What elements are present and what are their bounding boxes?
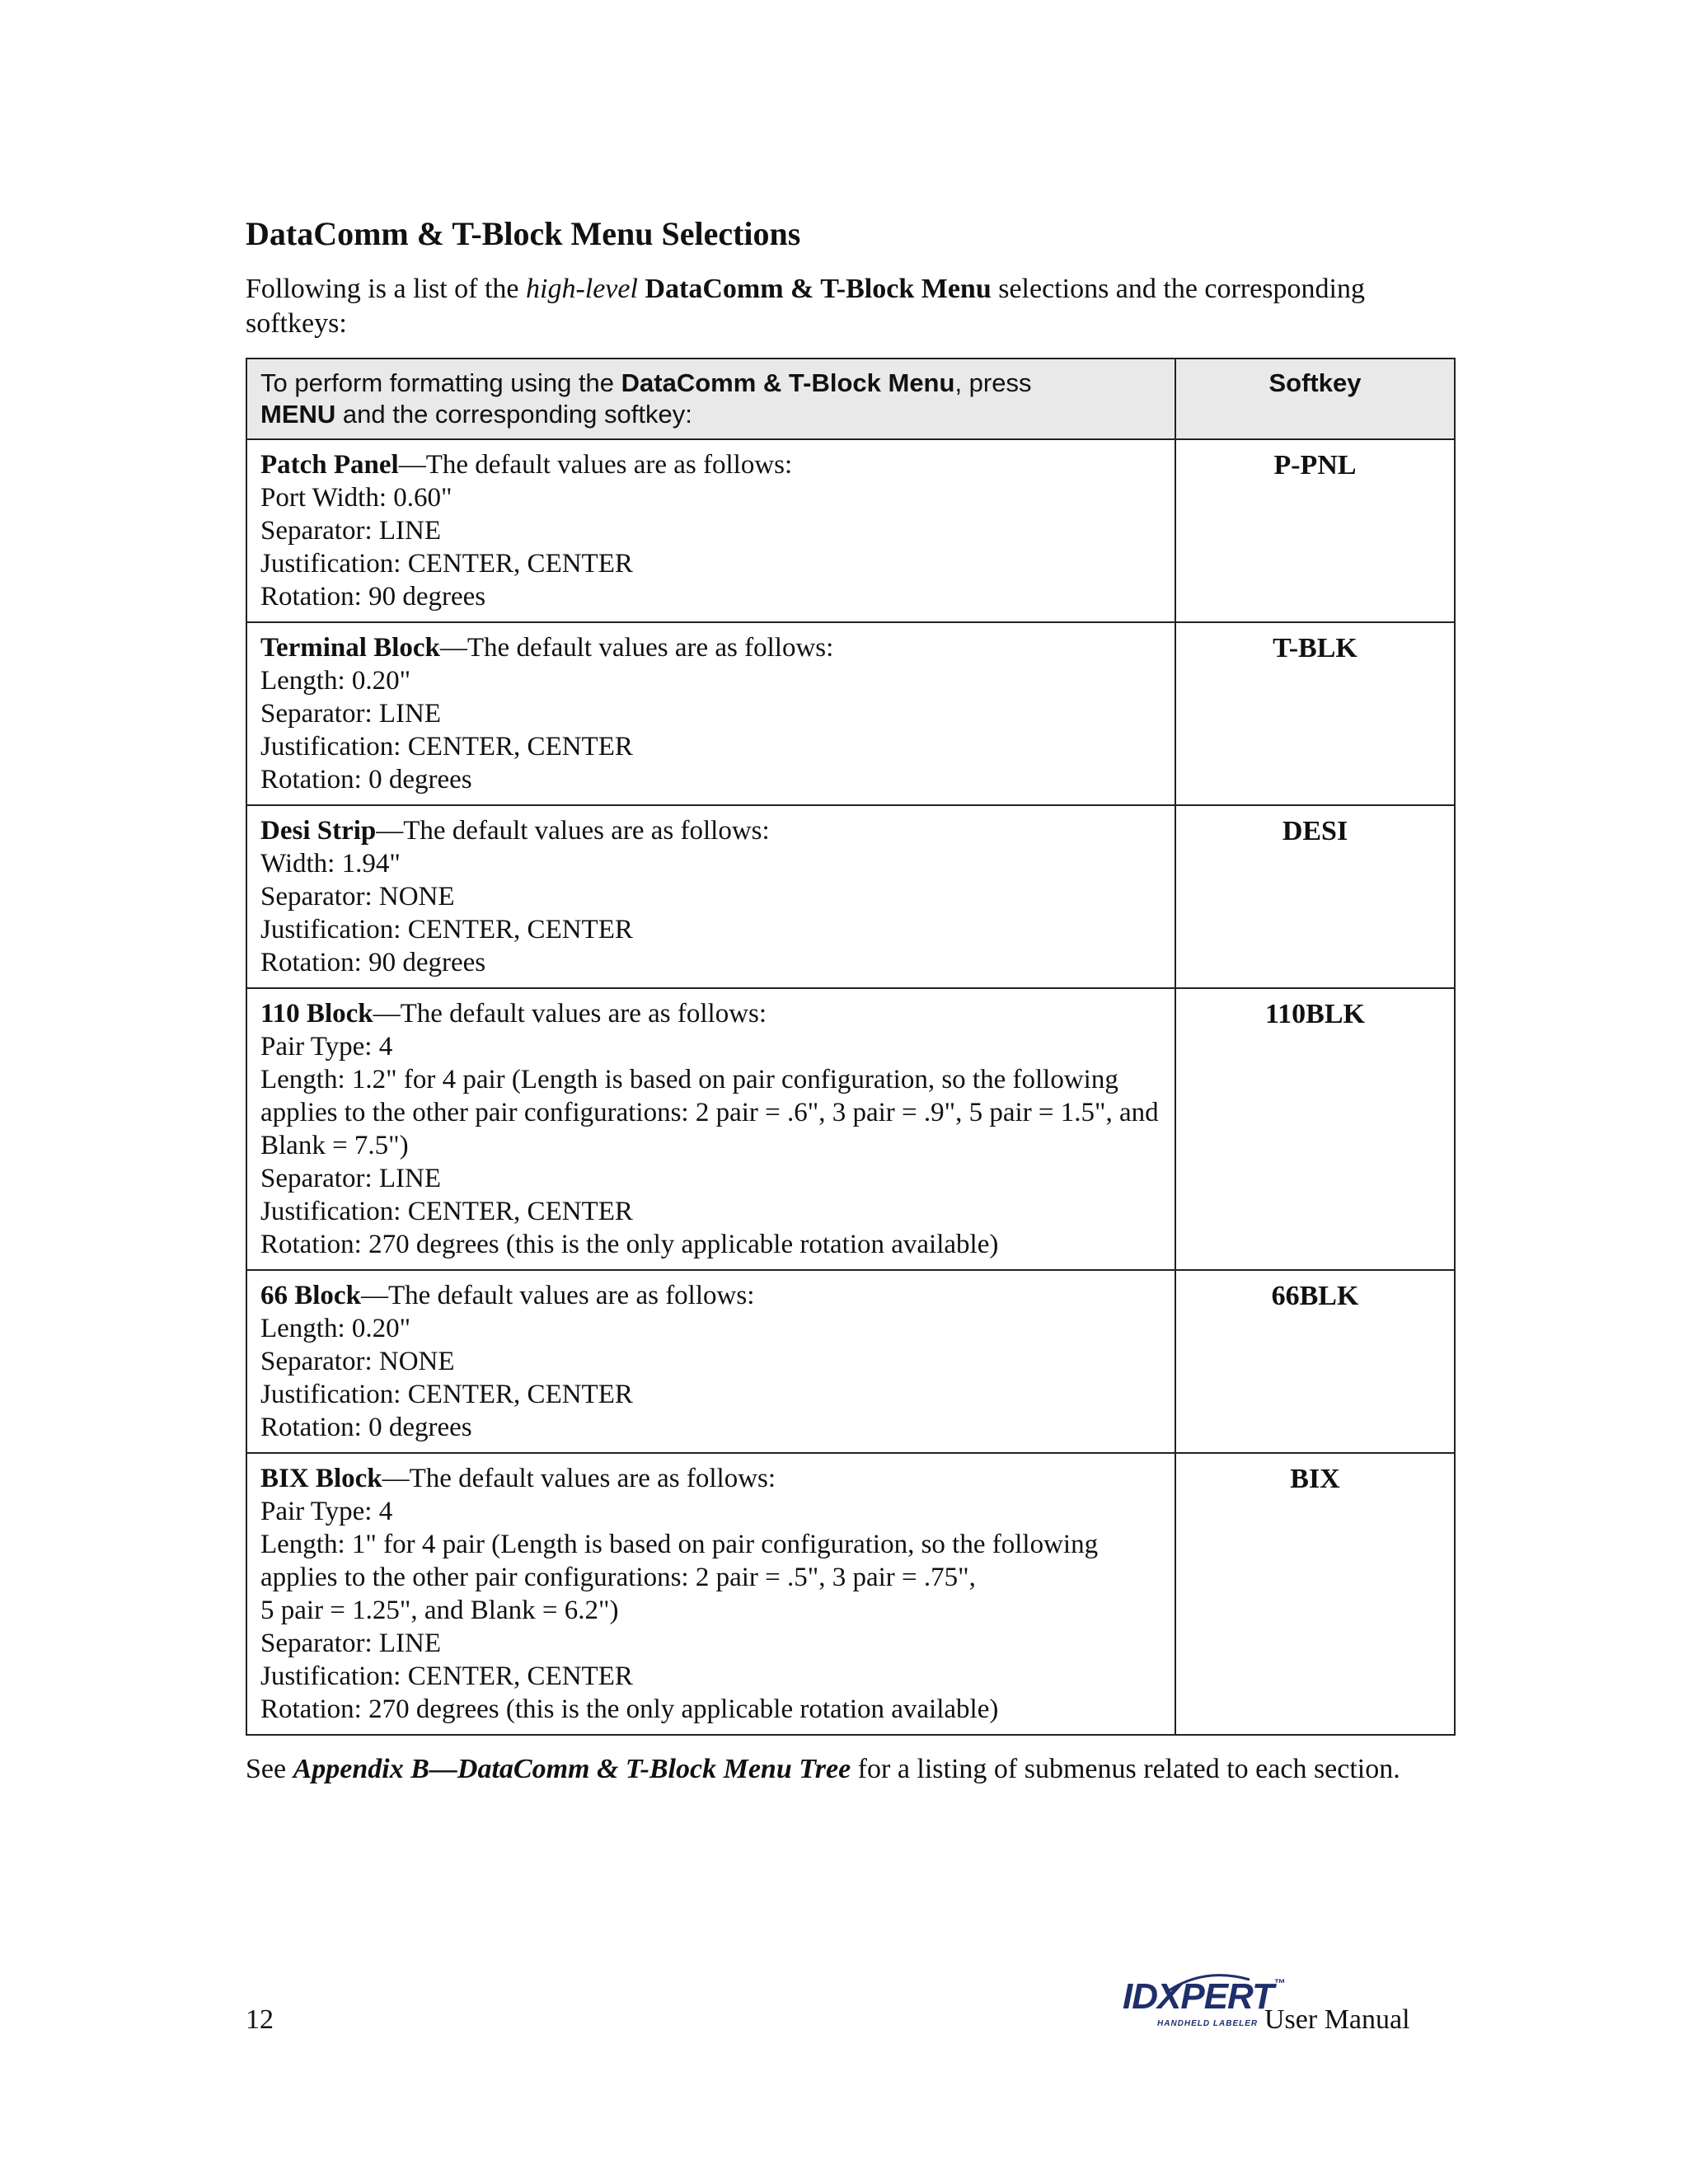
row-detail-line: Separator: LINE — [260, 1164, 441, 1193]
row-description — [246, 439, 1175, 622]
row-detail-line: Rotation: 90 degrees — [260, 582, 486, 612]
row-description — [246, 622, 1175, 805]
row-detail-line: Justification: CENTER, CENTER — [260, 1197, 633, 1226]
row-title-line — [260, 1279, 1161, 1312]
row-title-line — [260, 631, 1161, 664]
header-menu-name: DataComm & T-Block Menu — [621, 368, 955, 397]
row-softkey: P-PNL — [1175, 439, 1455, 622]
row-detail-line: Separator: NONE — [260, 882, 455, 912]
appendix-note — [246, 1752, 1454, 1787]
intro-emphasis: high-level — [526, 274, 638, 304]
logo-tagline: HANDHELD LABELER — [1157, 2019, 1259, 2028]
row-softkey: BIX — [1175, 1453, 1455, 1735]
row-detail-line: Rotation: 0 degrees — [260, 1413, 472, 1442]
row-detail-line: Separator: NONE — [260, 1347, 455, 1376]
row-detail-line: Rotation: 90 degrees — [260, 948, 486, 977]
row-intro: —The default values are as follows: — [376, 816, 770, 846]
table-row — [246, 439, 1455, 622]
table-header-row — [246, 359, 1455, 439]
row-detail-line: Justification: CENTER, CENTER — [260, 732, 633, 762]
row-detail-line: Justification: CENTER, CENTER — [260, 549, 633, 579]
row-name: BIX Block — [260, 1464, 382, 1493]
menu-selections-table — [246, 358, 1456, 1736]
row-detail-line: Justification: CENTER, CENTER — [260, 1380, 633, 1409]
row-description — [246, 1453, 1175, 1735]
page-content — [246, 213, 1454, 1787]
intro-paragraph — [246, 272, 1454, 341]
row-detail-line: Separator: LINE — [260, 1629, 441, 1658]
header-text-3: and the corresponding softkey: — [335, 400, 692, 429]
row-intro: —The default values are as follows: — [439, 633, 834, 663]
header-description — [246, 359, 1175, 439]
table-row — [246, 805, 1455, 988]
table-row — [246, 988, 1455, 1270]
row-description — [246, 805, 1175, 988]
row-detail-line: Rotation: 270 degrees (this is the only applicable rotation available) — [260, 1230, 999, 1259]
intro-menu-name: DataComm & T-Block Menu — [645, 274, 992, 304]
row-description — [246, 1270, 1175, 1453]
row-detail-line: Pair Type: 4 — [260, 1497, 393, 1526]
page-number: 12 — [246, 2004, 274, 2035]
intro-text-3: selections and the corresponding softkeys: — [246, 274, 1365, 339]
logo-text: IDXPERT — [1123, 1976, 1273, 2017]
header-softkey: Softkey — [1175, 359, 1455, 439]
logo-wordmark — [1123, 1976, 1285, 2018]
header-menu-key: MENU — [260, 400, 336, 429]
row-name: Terminal Block — [260, 633, 440, 663]
intro-text-1: Following is a list of the — [246, 274, 526, 304]
row-softkey: 66BLK — [1175, 1270, 1455, 1453]
row-name: 66 Block — [260, 1281, 361, 1310]
row-detail-line: Justification: CENTER, CENTER — [260, 915, 633, 944]
row-detail-line: Length: 1" for 4 pair (Length is based on pair configuration, so the following applies to the other pair configurations: 2 pair = .5", 3 pair = .75", — [260, 1530, 1099, 1592]
row-detail-line: 5 pair = 1.25", and Blank = 6.2") — [260, 1596, 619, 1625]
row-detail-line: Separator: LINE — [260, 516, 441, 546]
row-detail-line: Rotation: 0 degrees — [260, 765, 472, 794]
row-detail-line: Pair Type: 4 — [260, 1032, 393, 1062]
row-detail-line: Justification: CENTER, CENTER — [260, 1661, 633, 1691]
manual-label: User Manual — [1264, 2004, 1410, 2035]
footer-brand — [1123, 1971, 1436, 2046]
row-title-line — [260, 997, 1161, 1030]
row-detail-line: Length: 0.20" — [260, 666, 411, 696]
table-row — [246, 622, 1455, 805]
row-softkey: 110BLK — [1175, 988, 1455, 1270]
row-detail-line: Port Width: 0.60" — [260, 483, 452, 513]
table-row — [246, 1270, 1455, 1453]
note-text-1: See — [246, 1754, 293, 1784]
row-intro: —The default values are as follows: — [373, 999, 767, 1029]
row-detail-line: Separator: LINE — [260, 699, 441, 729]
row-detail-line: Length: 1.2" for 4 pair (Length is based on pair configuration, so the following applies to the other pair configurations: 2 pair = .6", 3 pair = .9", 5 pair = 1.5", and Blank = 7.5") — [260, 1065, 1159, 1160]
header-text-2: , press — [954, 368, 1032, 397]
row-description — [246, 988, 1175, 1270]
idxpert-logo — [1123, 1971, 1285, 2037]
table-row — [246, 1453, 1455, 1735]
row-intro: —The default values are as follows: — [382, 1464, 776, 1493]
row-intro: —The default values are as follows: — [360, 1281, 755, 1310]
row-detail-line: Rotation: 270 degrees (this is the only applicable rotation available) — [260, 1694, 999, 1724]
row-name: Desi Strip — [260, 816, 377, 846]
logo-trademark: ™ — [1273, 1976, 1285, 1990]
row-title-line — [260, 814, 1161, 847]
header-text-1: To perform formatting using the — [260, 368, 621, 397]
table-body — [246, 439, 1455, 1735]
row-detail-line: Width: 1.94" — [260, 849, 401, 879]
row-name: Patch Panel — [260, 450, 399, 480]
row-name: 110 Block — [260, 999, 373, 1029]
appendix-reference: Appendix B—DataComm & T-Block Menu Tree — [293, 1754, 851, 1784]
row-softkey: DESI — [1175, 805, 1455, 988]
row-intro: —The default values are as follows: — [398, 450, 793, 480]
row-detail-line: Length: 0.20" — [260, 1314, 411, 1343]
row-softkey: T-BLK — [1175, 622, 1455, 805]
row-title-line — [260, 448, 1161, 481]
section-heading: DataComm & T-Block Menu Selections — [246, 215, 801, 252]
row-title-line — [260, 1462, 1161, 1495]
note-text-2: for a listing of submenus related to each section. — [851, 1754, 1400, 1784]
